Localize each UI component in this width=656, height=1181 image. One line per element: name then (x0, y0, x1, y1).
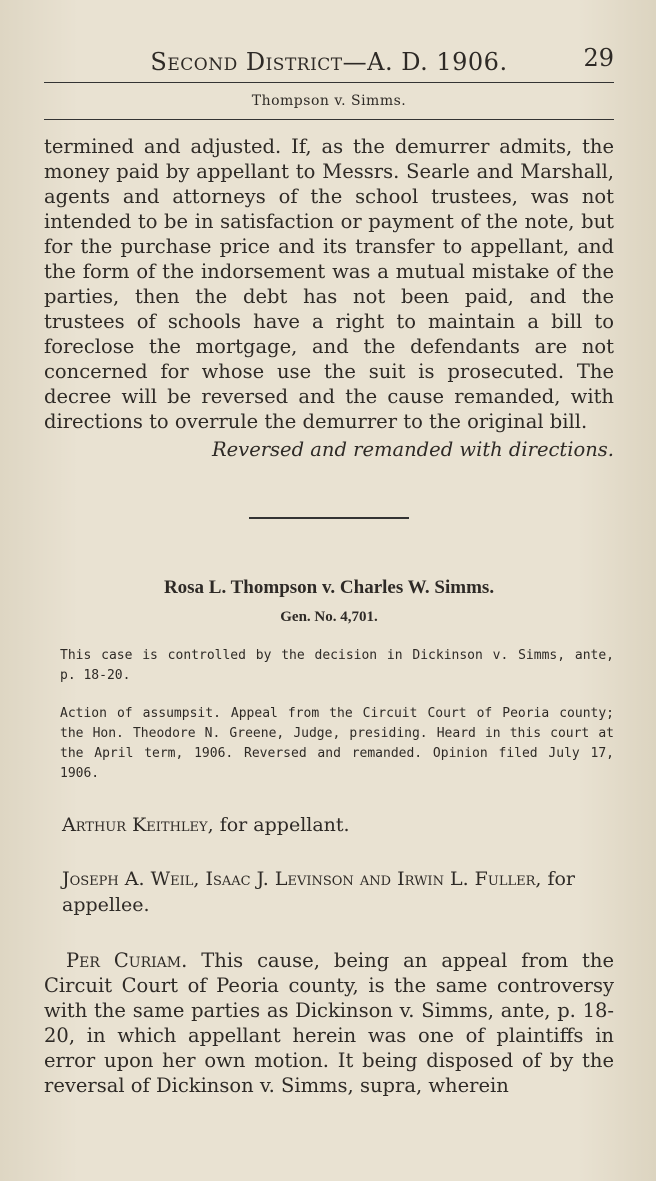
running-head: Second District—A. D. 1906. (150, 48, 508, 76)
appellant-counsel-name: Arthur Keithley, (62, 814, 214, 836)
case-separator-rule (249, 517, 409, 519)
case-number: Gen. No. 4,701. (280, 609, 378, 625)
previous-case-continuation: termined and adjusted. If, as the demurrer admits, the money paid by appellant to Messrs. Searle and Marshall, agents and attorneys of the school trustees, was not intended to be in satisfaction or payment of the note, but for the purchase price and its transfer to appellant, and the form of the indorsement was a mutual mistake of the parties, then the debt has not been paid, and the trustees of schools have a right to maintain a bill to foreclose the mortgage, and the defendants are not concerned for whose use the suit is prosecuted. The decree will be reversed and the cause remanded, with directions to overrule the demurrer to the original bill. (44, 135, 614, 433)
header-rule-top (44, 82, 614, 83)
appellee-counsel (62, 866, 614, 918)
opinion-paragraph (44, 948, 614, 1098)
page-header (44, 0, 614, 82)
opinion-text: This cause, being an appeal from the Circuit Court of Peoria county, is the same controversy with the same parties as Dickinson v. Simms, ante, p. 18-20, in which appellant herein was one of plaintiffs in error upon her own motion. It being disposed of by the reversal of Dickinson v. Simms, supra, wherein (44, 949, 614, 1097)
appellee-counsel-names: Joseph A. Weil, Isaac J. Levinson and Irwin L. Fuller, (62, 868, 542, 890)
previous-case-verdict: Reversed and remanded with directions. (211, 438, 614, 461)
page-number: 29 (583, 44, 614, 72)
appellee-counsel-role: for appellee. (62, 868, 576, 916)
appellant-counsel (62, 812, 614, 838)
procedural-note: Action of assumpsit. Appeal from the Circuit Court of Peoria county; the Hon. Theodore N. Greene, Judge, presiding. Heard in this court at the April term, 1906. Reversed and remanded. Opinion filed July 17, 1906. (60, 706, 614, 781)
appellant-counsel-role: for appellant. (219, 814, 350, 836)
syllabus-note: This case is controlled by the decision in Dickinson v. Simms, ante, p. 18-20. (60, 648, 614, 683)
case-title: Rosa L. Thompson v. Charles W. Simms. (163, 577, 495, 598)
case-running-head: Thompson v. Simms. (251, 93, 407, 109)
opinion-lead: Per Curiam. (66, 949, 188, 972)
header-rule-bottom (44, 119, 614, 120)
